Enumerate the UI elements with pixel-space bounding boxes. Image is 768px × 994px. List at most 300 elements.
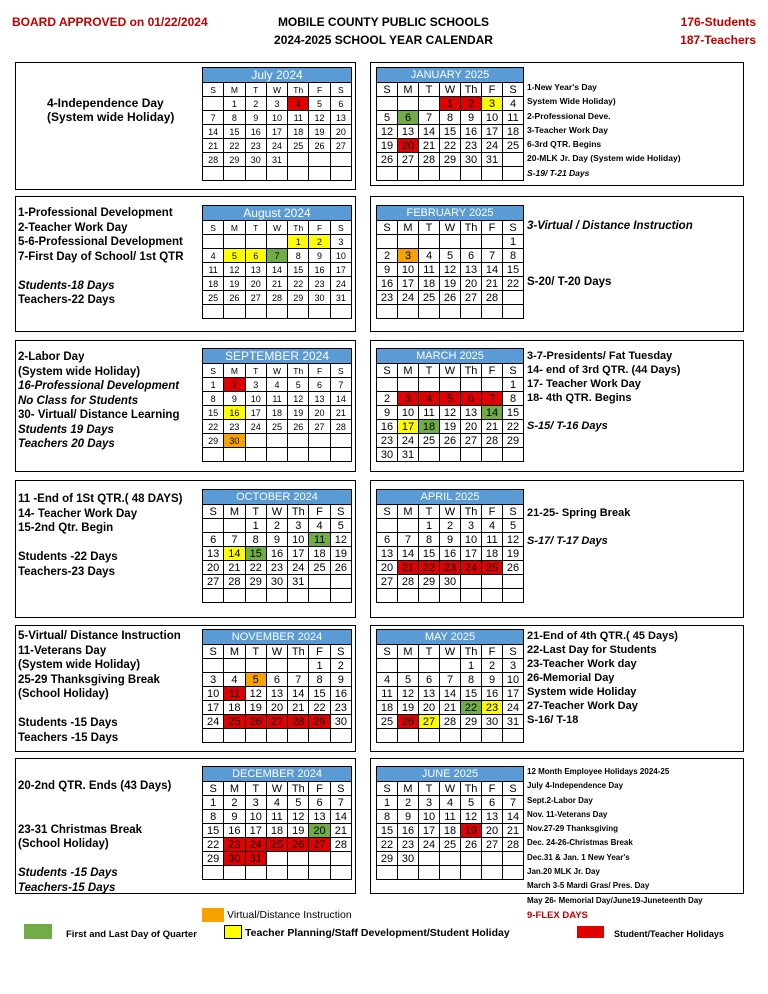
day-cell: 26 <box>503 561 524 575</box>
day-cell: 30 <box>266 575 287 589</box>
day-cell: 13 <box>266 687 287 701</box>
weekday-header: W <box>266 782 287 796</box>
day-cell: 12 <box>224 263 245 277</box>
day-cell: 1 <box>309 659 330 673</box>
empty-cell <box>482 575 503 589</box>
day-cell: 23 <box>398 838 419 852</box>
day-cell: 26 <box>461 838 482 852</box>
calendar-march <box>376 348 524 462</box>
day-cell: 21 <box>419 139 440 153</box>
weekday-header: S <box>503 221 524 235</box>
day-cell: 15 <box>377 824 398 838</box>
day-cell: 15 <box>461 687 482 701</box>
weekday-header: W <box>440 364 461 378</box>
day-cell: 29 <box>377 852 398 866</box>
note-line: Teachers-22 Days <box>18 294 115 306</box>
day-cell: 4 <box>288 97 309 111</box>
day-cell: 18 <box>266 406 287 420</box>
weekday-header: T <box>419 83 440 97</box>
month-title: FEBRUARY 2025 <box>377 206 524 221</box>
day-cell: 17 <box>288 547 309 561</box>
day-cell: 17 <box>330 263 351 277</box>
day-cell: 2 <box>309 235 330 249</box>
day-cell: 30 <box>482 715 503 729</box>
weekday-header: Th <box>288 782 309 796</box>
day-cell: 6 <box>461 249 482 263</box>
day-cell: 31 <box>503 715 524 729</box>
empty-cell <box>309 866 330 880</box>
empty-cell <box>398 519 419 533</box>
day-cell: 18 <box>419 277 440 291</box>
empty-cell <box>203 729 224 743</box>
empty-cell <box>503 852 524 866</box>
month-title: July 2024 <box>203 68 352 83</box>
day-cell: 27 <box>398 153 419 167</box>
day-cell: 26 <box>288 838 309 852</box>
day-cell: 30 <box>309 291 330 305</box>
day-cell: 20 <box>330 125 351 139</box>
day-cell: 14 <box>482 406 503 420</box>
empty-cell <box>461 378 482 392</box>
day-cell: 4 <box>266 796 287 810</box>
empty-cell <box>224 448 245 462</box>
day-cell: 5 <box>461 796 482 810</box>
weekday-header: S <box>330 645 351 659</box>
day-cell: 15 <box>245 547 266 561</box>
day-cell: 5 <box>224 249 245 263</box>
day-cell: 9 <box>309 249 330 263</box>
day-cell: 24 <box>288 561 309 575</box>
empty-cell <box>503 729 524 743</box>
empty-cell <box>440 448 461 462</box>
day-cell: 2 <box>245 97 266 111</box>
weekday-header: F <box>309 221 330 235</box>
empty-cell <box>419 659 440 673</box>
empty-cell <box>419 97 440 111</box>
empty-cell <box>482 852 503 866</box>
note-line: 18- 4th QTR. Begins <box>527 392 632 404</box>
note-line: 14- Teacher Work Day <box>18 507 138 520</box>
empty-cell <box>330 153 351 167</box>
day-cell: 4 <box>419 392 440 406</box>
empty-cell <box>440 235 461 249</box>
day-cell: 8 <box>288 249 309 263</box>
weekday-header: M <box>398 782 419 796</box>
day-cell: 11 <box>377 687 398 701</box>
note-line: 4-Independence Day <box>47 95 164 110</box>
legend-swatch-first-last <box>24 924 52 939</box>
day-cell: 21 <box>266 277 287 291</box>
day-cell: 7 <box>224 533 245 547</box>
legend-swatch-teacher <box>224 925 242 939</box>
day-cell: 7 <box>266 249 287 263</box>
day-cell: 22 <box>245 561 266 575</box>
empty-cell <box>245 448 266 462</box>
day-cell: 27 <box>203 575 224 589</box>
weekday-header: Th <box>461 364 482 378</box>
notes-september <box>18 350 179 452</box>
notes-january <box>527 80 681 180</box>
day-cell: 2 <box>330 659 351 673</box>
empty-cell <box>482 866 503 880</box>
weekday-header: S <box>330 83 351 97</box>
day-cell: 25 <box>224 715 245 729</box>
calendar-july <box>202 67 352 181</box>
empty-cell <box>288 448 309 462</box>
empty-cell <box>330 729 351 743</box>
empty-cell <box>224 729 245 743</box>
empty-cell <box>461 235 482 249</box>
weekday-header: T <box>245 364 266 378</box>
day-cell: 2 <box>377 249 398 263</box>
day-cell: 7 <box>482 249 503 263</box>
day-cell: 27 <box>461 291 482 305</box>
day-cell: 18 <box>440 824 461 838</box>
notes-april <box>527 506 630 548</box>
day-cell: 15 <box>503 406 524 420</box>
note-line <box>527 405 680 419</box>
day-cell: 17 <box>203 701 224 715</box>
day-cell: 26 <box>330 561 351 575</box>
note-line: 30- Virtual/ Distance Learning <box>18 409 180 421</box>
day-cell: 23 <box>224 838 245 852</box>
day-cell: 4 <box>503 97 524 111</box>
day-cell: 7 <box>330 378 351 392</box>
day-cell: 8 <box>203 810 224 824</box>
weekday-header: Th <box>288 505 309 519</box>
empty-cell <box>266 729 287 743</box>
day-cell: 30 <box>398 852 419 866</box>
weekday-header: S <box>377 364 398 378</box>
empty-cell <box>224 589 245 603</box>
day-cell: 24 <box>245 838 266 852</box>
day-cell: 17 <box>398 420 419 434</box>
day-cell: 17 <box>266 125 287 139</box>
day-cell: 27 <box>309 838 330 852</box>
note-line: S-20/ T-20 Days <box>527 276 612 288</box>
note-line <box>527 233 693 247</box>
day-cell: 10 <box>330 249 351 263</box>
note-line: 23-Teacher Work day <box>527 658 637 670</box>
day-cell: 1 <box>503 235 524 249</box>
empty-cell <box>203 659 224 673</box>
empty-cell <box>203 97 224 111</box>
weekday-header: S <box>330 505 351 519</box>
day-cell: 20 <box>309 824 330 838</box>
empty-cell <box>503 866 524 880</box>
day-cell: 10 <box>482 111 503 125</box>
day-cell: 29 <box>461 715 482 729</box>
day-cell: 3 <box>266 97 287 111</box>
day-cell: 3 <box>398 392 419 406</box>
day-cell: 5 <box>398 673 419 687</box>
day-cell: 12 <box>245 687 266 701</box>
day-cell: 29 <box>440 153 461 167</box>
weekday-header: S <box>377 221 398 235</box>
weekday-header: S <box>203 505 224 519</box>
day-cell: 19 <box>398 701 419 715</box>
day-cell: 6 <box>419 673 440 687</box>
note-line: May 26- Memorial Day/June19-Juneteenth Day <box>527 895 703 905</box>
empty-cell <box>224 305 245 319</box>
day-cell: 5 <box>377 111 398 125</box>
day-cell: 17 <box>245 824 266 838</box>
weekday-header: M <box>224 505 245 519</box>
empty-cell <box>461 852 482 866</box>
empty-cell <box>419 448 440 462</box>
day-cell: 24 <box>503 701 524 715</box>
day-cell: 4 <box>309 519 330 533</box>
empty-cell <box>330 575 351 589</box>
legend-virtual: Virtual/Distance Instruction <box>227 909 352 921</box>
day-cell: 21 <box>203 139 224 153</box>
day-cell: 9 <box>330 673 351 687</box>
note-line: Sept.2-Labor Day <box>527 795 593 805</box>
note-line: Nov.27-29 Thanksgiving <box>527 824 618 834</box>
day-cell: 22 <box>288 277 309 291</box>
day-cell: 22 <box>440 139 461 153</box>
day-cell: 24 <box>461 561 482 575</box>
day-cell: 14 <box>224 547 245 561</box>
day-cell: 6 <box>203 533 224 547</box>
day-cell: 18 <box>309 547 330 561</box>
day-cell: 11 <box>419 406 440 420</box>
day-cell: 21 <box>224 561 245 575</box>
weekday-header: M <box>398 83 419 97</box>
day-cell: 28 <box>330 838 351 852</box>
calendar-title: 2024-2025 SCHOOL YEAR CALENDAR <box>274 33 493 47</box>
note-line: (System wide Holiday) <box>18 659 141 671</box>
legend-flex-days: 9-FLEX DAYS <box>527 910 588 921</box>
day-cell: 26 <box>440 291 461 305</box>
day-cell: 28 <box>419 153 440 167</box>
day-cell: 5 <box>288 378 309 392</box>
day-cell: 30 <box>224 852 245 866</box>
note-line: 27-Teacher Work Day <box>527 700 638 712</box>
day-cell: 8 <box>245 533 266 547</box>
note-line <box>47 81 174 96</box>
day-cell: 23 <box>309 277 330 291</box>
weekday-header: M <box>398 221 419 235</box>
empty-cell <box>330 589 351 603</box>
day-cell: 19 <box>309 125 330 139</box>
day-cell: 22 <box>203 838 224 852</box>
note-line: 11 -End of 1St QTR.( 48 DAYS) <box>18 493 183 505</box>
day-cell: 25 <box>377 715 398 729</box>
day-cell: 20 <box>461 277 482 291</box>
empty-cell <box>461 167 482 181</box>
day-cell: 9 <box>398 810 419 824</box>
weekday-header: W <box>266 645 287 659</box>
day-cell: 8 <box>309 673 330 687</box>
day-cell: 25 <box>419 291 440 305</box>
day-cell: 25 <box>266 838 287 852</box>
notes-march <box>527 349 680 433</box>
day-cell: 23 <box>377 434 398 448</box>
empty-cell <box>461 729 482 743</box>
day-cell: 7 <box>482 392 503 406</box>
day-cell: 14 <box>440 687 461 701</box>
empty-cell <box>203 519 224 533</box>
note-line: Teachers 20 Days <box>18 438 115 450</box>
day-cell: 14 <box>419 125 440 139</box>
day-cell: 10 <box>419 810 440 824</box>
empty-cell <box>224 866 245 880</box>
weekday-header: T <box>419 364 440 378</box>
weekday-header: S <box>377 645 398 659</box>
month-title: OCTOBER 2024 <box>203 490 352 505</box>
weekday-header: S <box>503 505 524 519</box>
day-cell: 16 <box>309 263 330 277</box>
empty-cell <box>377 519 398 533</box>
day-cell: 15 <box>203 824 224 838</box>
day-cell: 8 <box>461 673 482 687</box>
empty-cell <box>203 305 224 319</box>
note-line: Students 19 Days <box>18 423 114 436</box>
day-cell: 18 <box>224 701 245 715</box>
month-title: MARCH 2025 <box>377 349 524 364</box>
day-cell: 21 <box>440 701 461 715</box>
day-cell: 8 <box>203 392 224 406</box>
note-line: Nov. 11-Veterans Day <box>527 809 608 819</box>
day-cell: 6 <box>309 378 330 392</box>
empty-cell <box>503 305 524 319</box>
day-cell: 3 <box>330 235 351 249</box>
day-cell: 25 <box>419 434 440 448</box>
note-line: 21-25- Spring Break <box>527 507 631 519</box>
day-cell: 28 <box>330 420 351 434</box>
empty-cell <box>288 434 309 448</box>
weekday-header: S <box>503 83 524 97</box>
empty-cell <box>419 235 440 249</box>
day-cell: 22 <box>224 139 245 153</box>
weekday-header: S <box>330 364 351 378</box>
day-cell: 16 <box>245 125 266 139</box>
weekday-header: W <box>440 221 461 235</box>
note-line: 20-2nd QTR. Ends (43 Days) <box>18 780 172 792</box>
empty-cell <box>503 448 524 462</box>
day-cell: 2 <box>461 97 482 111</box>
weekday-header: F <box>309 782 330 796</box>
legend-first-last: First and Last Day of Quarter <box>66 929 197 940</box>
day-cell: 4 <box>482 519 503 533</box>
day-cell: 3 <box>245 796 266 810</box>
empty-cell <box>482 729 503 743</box>
weekday-header: M <box>398 505 419 519</box>
empty-cell <box>203 866 224 880</box>
day-cell: 13 <box>309 810 330 824</box>
day-cell: 12 <box>398 687 419 701</box>
calendar-september <box>202 348 352 462</box>
day-cell: 16 <box>224 824 245 838</box>
day-cell: 11 <box>482 533 503 547</box>
day-cell: 24 <box>419 838 440 852</box>
legend-holidays: Student/Teacher Holidays <box>614 929 724 939</box>
note-line: 22-Last Day for Students <box>527 644 657 656</box>
calendar-august <box>202 205 352 319</box>
note-line: July 4-Independence Day <box>527 781 624 791</box>
day-cell: 13 <box>461 406 482 420</box>
empty-cell <box>309 448 330 462</box>
empty-cell <box>245 659 266 673</box>
empty-cell <box>398 235 419 249</box>
day-cell: 27 <box>245 291 266 305</box>
day-cell: 21 <box>288 701 309 715</box>
day-cell: 16 <box>398 824 419 838</box>
empty-cell <box>309 852 330 866</box>
empty-cell <box>377 167 398 181</box>
weekday-header: M <box>398 364 419 378</box>
empty-cell <box>245 167 266 181</box>
empty-cell <box>377 305 398 319</box>
day-cell: 15 <box>503 263 524 277</box>
weekday-header: T <box>419 782 440 796</box>
day-cell: 6 <box>309 796 330 810</box>
day-cell: 25 <box>482 561 503 575</box>
day-cell: 13 <box>309 392 330 406</box>
empty-cell <box>440 589 461 603</box>
weekday-header: Th <box>288 83 309 97</box>
empty-cell <box>419 167 440 181</box>
note-line: 23-31 Christmas Break <box>18 823 143 836</box>
note-line: 26-Memorial Day <box>527 672 615 684</box>
day-cell: 29 <box>245 575 266 589</box>
empty-cell <box>503 575 524 589</box>
empty-cell <box>398 378 419 392</box>
weekday-header: S <box>330 782 351 796</box>
day-cell: 3 <box>503 659 524 673</box>
empty-cell <box>288 305 309 319</box>
day-cell: 7 <box>398 533 419 547</box>
calendar-january <box>376 67 524 181</box>
day-cell: 16 <box>440 547 461 561</box>
day-cell: 29 <box>203 852 224 866</box>
empty-cell <box>309 434 330 448</box>
empty-cell <box>288 866 309 880</box>
day-cell: 14 <box>398 547 419 561</box>
weekday-header: W <box>266 505 287 519</box>
day-cell: 9 <box>266 533 287 547</box>
day-cell: 15 <box>203 406 224 420</box>
empty-cell <box>309 305 330 319</box>
day-cell: 6 <box>377 533 398 547</box>
day-cell: 19 <box>330 547 351 561</box>
empty-cell <box>398 729 419 743</box>
day-cell: 14 <box>482 263 503 277</box>
calendar-may <box>376 629 524 743</box>
day-cell: 6 <box>245 249 266 263</box>
empty-cell <box>377 378 398 392</box>
empty-cell <box>482 235 503 249</box>
day-cell: 31 <box>245 852 266 866</box>
day-cell: 31 <box>288 575 309 589</box>
day-cell: 23 <box>482 701 503 715</box>
empty-cell <box>224 167 245 181</box>
day-cell: 9 <box>461 111 482 125</box>
day-cell: 2 <box>482 659 503 673</box>
empty-cell <box>461 448 482 462</box>
empty-cell <box>419 852 440 866</box>
day-cell: 8 <box>503 392 524 406</box>
empty-cell <box>440 378 461 392</box>
day-cell: 19 <box>440 277 461 291</box>
day-cell: 26 <box>398 715 419 729</box>
day-cell: 1 <box>288 235 309 249</box>
day-cell: 22 <box>503 277 524 291</box>
empty-cell <box>288 167 309 181</box>
empty-cell <box>482 305 503 319</box>
day-cell: 16 <box>377 420 398 434</box>
